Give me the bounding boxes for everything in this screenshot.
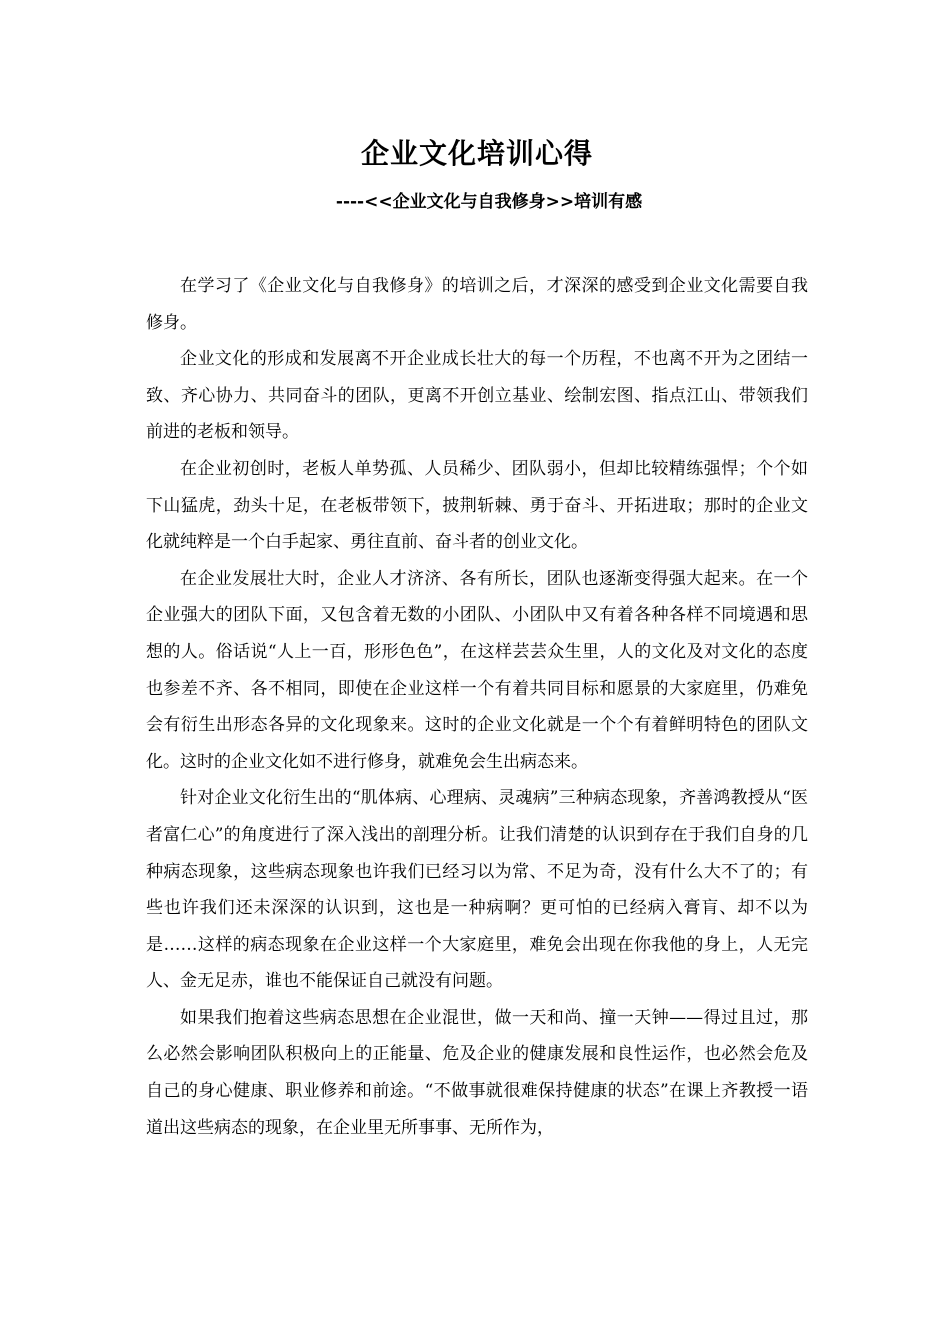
paragraph: 在企业发展壮大时，企业人才济济、各有所长，团队也逐渐变得强大起来。在一个企业强大的团队下面，又包含着无数的小团队、小团队中又有着各种各样不同境遇和思想的人。俗话说“人上一百，形形色色”，在这样芸芸众生里，人的文化及对文化的态度也参差不齐、各不相同，即使在企业这样一个有着共同目标和愿景的大家庭里，仍难免会有衍生出形态各异的文化现象来。这时的企业文化就是一个个有着鲜明特色的团队文化。这时的企业文化如不进行修身，就难免会生出病态来。 [146,568,808,772]
document-title: 企业文化培训心得 [360,137,593,170]
paragraph: 针对企业文化衍生出的“肌体病、心理病、灵魂病”三种病态现象，齐善鸿教授从“医者富仁心”的角度进行了深入浅出的剖理分析。让我们清楚的认识到存在于我们自身的几种病态现象，这些病态现象也许我们已经习以为常、不足为奇，没有什么大不了的；有些也许我们还未深深的认识到，这也是一种病啊？更可怕的已经病入膏肓、却不以为是……这样的病态现象在企业这样一个大家庭里，难免会出现在你我他的身上，人无完人、金无足赤，谁也不能保证自己就没有问题。 [146,788,808,992]
paragraph: 在企业初创时，老板人单势孤、人员稀少、团队弱小，但却比较精练强悍；个个如下山猛虎，劲头十足，在老板带领下，披荆斩棘、勇于奋斗、开拓进取；那时的企业文化就纯粹是一个白手起家、勇往直前、奋斗者的创业文化。 [146,458,808,553]
document-body [146,268,808,1146]
paragraph: 企业文化的形成和发展离不开企业成长壮大的每一个历程，不也离不开为之团结一致、齐心协力、共同奋斗的团队，更离不开创立基业、绘制宏图、指点江山、带领我们前进的老板和领导。 [146,349,808,443]
paragraph: 如果我们抱着这些病态思想在企业混世，做一天和尚、撞一天钟——得过且过，那么必然会影响团队积极向上的正能量、危及企业的健康发展和良性运作，也必然会危及自己的身心健康、职业修养和前途。“不做事就很难保持健康的状态”在课上齐教授一语道出这些病态的现象，在企业里无所事事、无所作为， [146,1007,808,1138]
paragraph: 在学习了《企业文化与自我修身》的培训之后，才深深的感受到企业文化需要自我修身。 [146,276,808,333]
document-page [146,120,808,1146]
document-subtitle: ----<<企业文化与自我修身>>培训有感 [335,192,643,212]
